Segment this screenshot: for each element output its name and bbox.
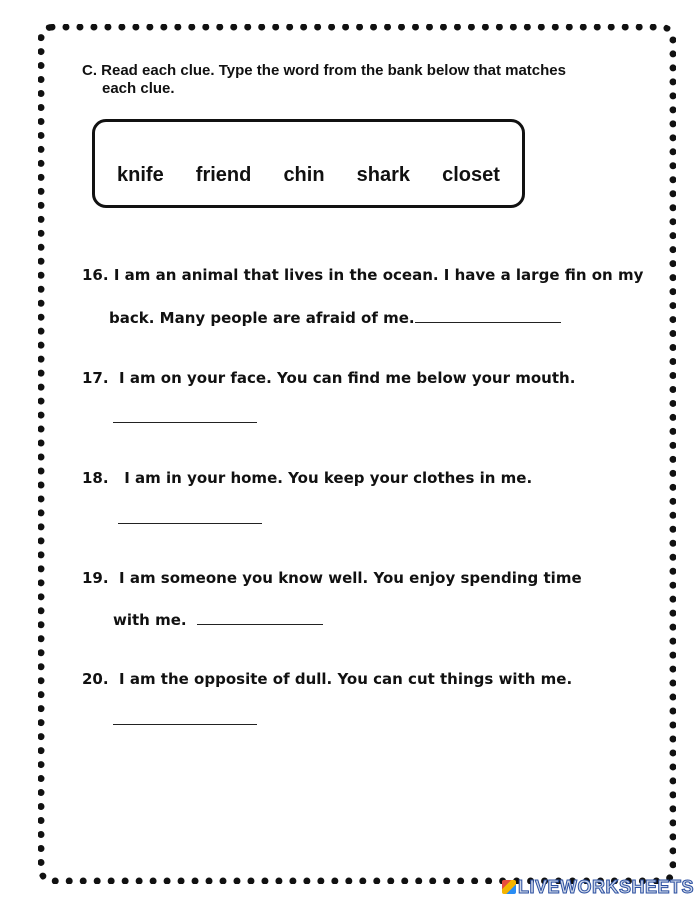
question-text: I am someone you know well. You enjoy spending time bbox=[119, 569, 582, 587]
question-text: back. Many people are afraid of me. bbox=[109, 309, 415, 327]
question-18 bbox=[82, 469, 532, 487]
question-17 bbox=[82, 369, 575, 387]
word-bank-item: chin bbox=[283, 164, 325, 186]
question-text: I am an animal that lives in the ocean. I have a large fin on my bbox=[113, 266, 644, 284]
question-19 bbox=[82, 569, 582, 587]
question-16-line-2 bbox=[109, 308, 561, 327]
instructions-line-2: each clue. bbox=[102, 80, 175, 97]
question-19-line-2 bbox=[113, 610, 323, 629]
word-bank-item: knife bbox=[117, 164, 164, 186]
liveworksheets-logo bbox=[502, 877, 694, 898]
answer-18-input[interactable] bbox=[118, 523, 262, 524]
question-text: I am on your face. You can find me below your mouth. bbox=[119, 369, 576, 387]
answer-17-input[interactable] bbox=[113, 422, 257, 423]
question-number: 19. bbox=[82, 569, 109, 587]
answer-20-input[interactable] bbox=[113, 724, 257, 725]
word-bank bbox=[92, 119, 525, 208]
answer-16-input[interactable] bbox=[415, 308, 561, 323]
watermark-text: LIVEWORKSHEETS bbox=[517, 877, 694, 897]
question-number: 17. bbox=[82, 369, 109, 387]
word-bank-item: closet bbox=[442, 164, 500, 186]
question-number: 16. bbox=[82, 266, 109, 284]
question-text: with me. bbox=[113, 611, 187, 629]
liveworksheets-icon bbox=[502, 880, 516, 894]
question-number: 18. bbox=[82, 469, 109, 487]
question-20 bbox=[82, 670, 572, 688]
word-bank-item: friend bbox=[195, 164, 252, 186]
instructions-line-1: C. Read each clue. Type the word from the bank below that matches bbox=[82, 62, 566, 79]
instructions-heading bbox=[82, 62, 642, 98]
question-text: I am in your home. You keep your clothes in me. bbox=[124, 469, 533, 487]
word-bank-item: shark bbox=[356, 164, 411, 186]
question-text: I am the opposite of dull. You can cut things with me. bbox=[119, 670, 573, 688]
answer-19-input[interactable] bbox=[197, 610, 323, 625]
question-number: 20. bbox=[82, 670, 109, 688]
question-16 bbox=[82, 266, 643, 284]
